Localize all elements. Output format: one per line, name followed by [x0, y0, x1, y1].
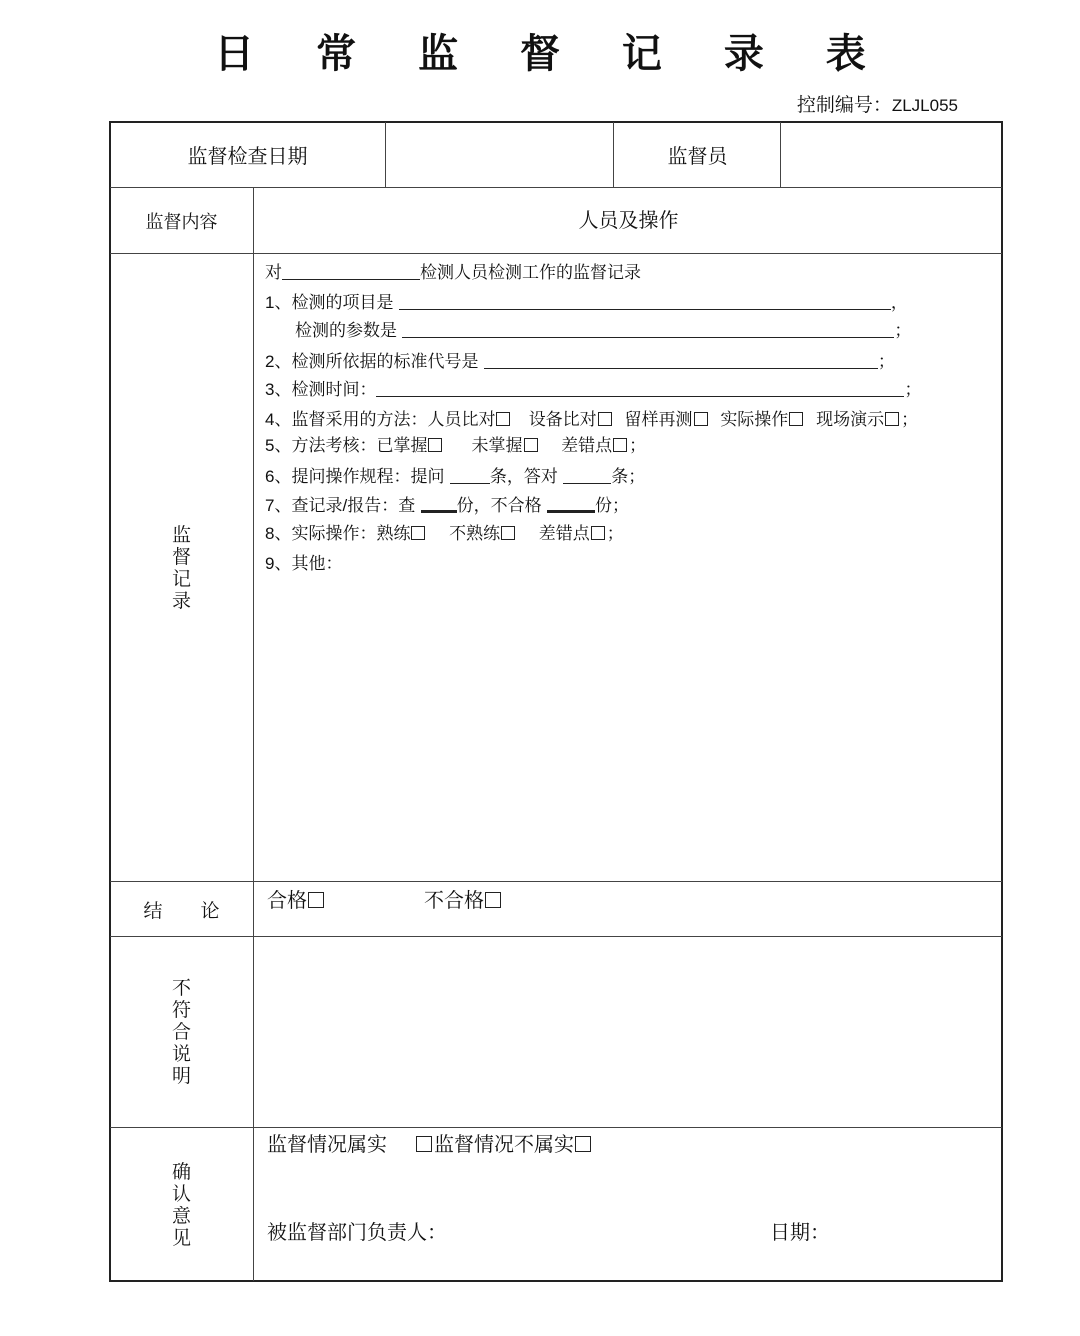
- checkbox[interactable]: [411, 526, 425, 540]
- record-intro: 对 检测人员检测工作的监督记录: [265, 263, 641, 283]
- record-item-6: 6、提问操作规程：提问 条，答对 条；: [265, 467, 646, 487]
- control-number-code: ZLJL055: [891, 96, 958, 115]
- checkbox[interactable]: [428, 438, 442, 452]
- record-label: 监 督 记 录: [171, 523, 191, 612]
- checkbox[interactable]: [524, 438, 538, 452]
- checkbox[interactable]: [308, 892, 324, 908]
- nonconforming-count-blank[interactable]: [547, 494, 595, 513]
- checkbox[interactable]: [591, 526, 605, 540]
- checkbox[interactable]: [496, 412, 510, 426]
- answered-count-blank[interactable]: [563, 467, 611, 484]
- inspection-date-field[interactable]: [387, 122, 613, 187]
- record-item-4: 4、监督采用的方法：人员比对 设备比对 留样再测 实际操作 现场演示 ；: [265, 410, 919, 430]
- control-number-label: 控制编号：: [796, 94, 892, 116]
- conclusion-options: 合格 不合格: [267, 884, 503, 913]
- standard-code-blank[interactable]: [484, 352, 878, 369]
- records-checked-blank[interactable]: [421, 494, 457, 513]
- record-item-2: 2、检测所依据的标准代号是 ；: [265, 352, 895, 372]
- record-item-9: 9、其他：: [265, 554, 343, 574]
- control-number: [797, 90, 958, 117]
- checkbox[interactable]: [485, 892, 501, 908]
- record-item-7: 7、查记录/报告：查 份，不合格 份；: [265, 496, 630, 516]
- checkbox[interactable]: [416, 1136, 432, 1152]
- inspection-date-label: 监督检查日期: [187, 144, 308, 168]
- record-item-8: 8、实际操作：熟练 不熟练 差错点 ；: [265, 524, 624, 544]
- inspected-person-blank[interactable]: [282, 263, 420, 280]
- divider: [253, 187, 254, 1281]
- record-item-1: 1、检测的项目是 ，: [265, 293, 908, 313]
- parameter-field-blank[interactable]: [402, 321, 894, 338]
- content-value: 人员及操作: [578, 208, 679, 232]
- checkbox[interactable]: [789, 412, 803, 426]
- record-item-1b: 检测的参数是 ；: [295, 321, 912, 341]
- confirm-options: 监督情况属实 监督情况不属实: [267, 1128, 593, 1157]
- record-item-5: 5、方法考核：已掌握 未掌握 差错点 ；: [265, 436, 647, 456]
- responsible-person-label: 被监督部门负责人：: [267, 1220, 447, 1244]
- checkbox[interactable]: [575, 1136, 591, 1152]
- item-field-blank[interactable]: [399, 293, 891, 310]
- checkbox[interactable]: [885, 412, 899, 426]
- questions-count-blank[interactable]: [450, 467, 490, 484]
- divider: [385, 122, 386, 187]
- supervisor-label: 监督员: [667, 144, 728, 168]
- checkbox[interactable]: [501, 526, 515, 540]
- content-label: 监督内容: [145, 211, 218, 233]
- form-title: 日 常 监 督 记 录 表: [214, 31, 890, 77]
- conclusion-label: 结 论: [143, 899, 220, 922]
- nonconformity-label: 不 符 合 说 明: [171, 977, 191, 1087]
- checkbox[interactable]: [598, 412, 612, 426]
- record-item-3: 3、检测时间： ；: [265, 380, 922, 400]
- supervisor-field[interactable]: [782, 122, 1002, 187]
- checkbox[interactable]: [613, 438, 627, 452]
- divider: [780, 122, 781, 187]
- divider: [613, 122, 614, 187]
- confirm-date-label: 日期：: [770, 1220, 830, 1244]
- nonconformity-field[interactable]: [255, 938, 1002, 1126]
- checkbox[interactable]: [694, 412, 708, 426]
- confirm-label: 确 认 意 见: [171, 1160, 191, 1249]
- test-time-blank[interactable]: [376, 380, 904, 397]
